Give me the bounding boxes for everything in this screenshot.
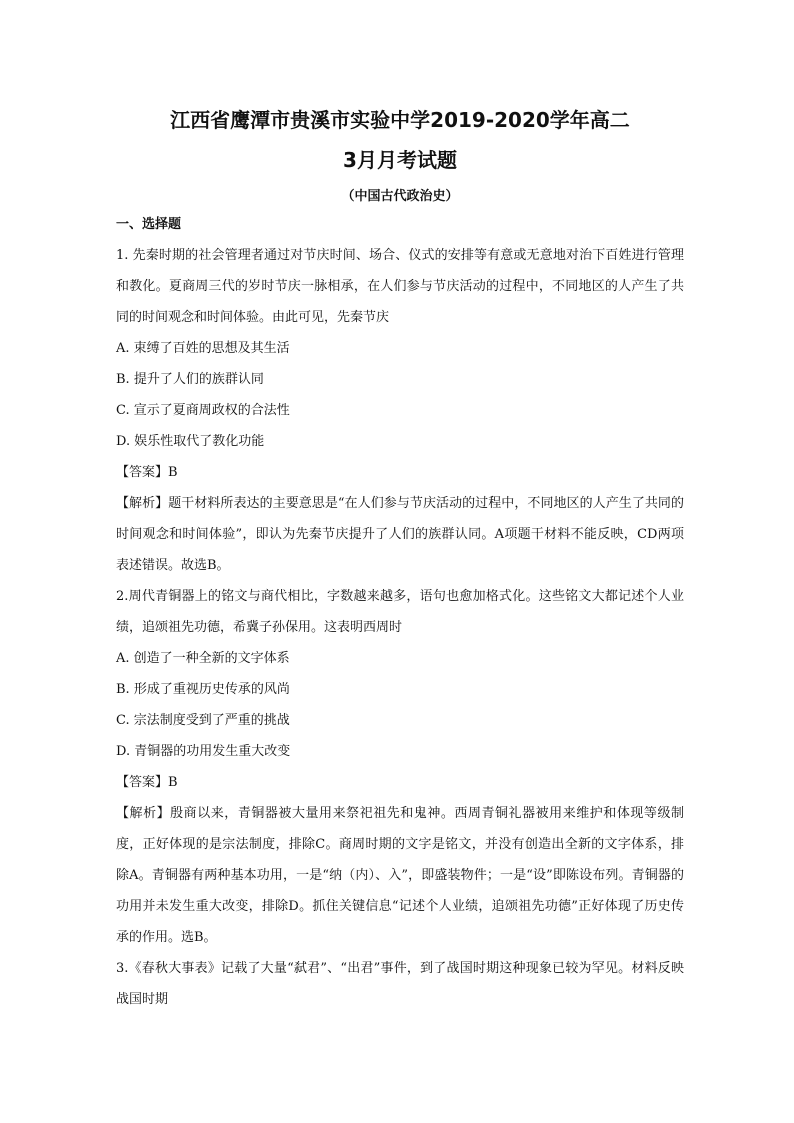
answer: 【答案】B bbox=[116, 465, 178, 480]
document-title-line2: 3月月考试题 bbox=[343, 148, 457, 172]
option-c: C. 宗法制度受到了严重的挑战 bbox=[116, 713, 290, 728]
answer: 【答案】B bbox=[116, 775, 178, 790]
analysis: 【解析】题干材料所表达的主要意思是“在人们参与节庆活动的过程中，不同地区的人产生了共同的时间观念和时间体验”，即认为先秦节庆提升了人们的族群认同。A项题干材料不能反映，CD两项表述错误。故选B。 bbox=[116, 496, 684, 573]
question-stem: 1. 先秦时期的社会管理者通过对节庆时间、场合、仪式的安排等有意或无意地对治下百姓进行管理和教化。夏商周三代的岁时节庆一脉相承，在人们参与节庆活动的过程中，不同地区的人产生了共同的时间观念和时间体验。由此可见，先秦节庆 bbox=[116, 248, 684, 325]
option-c: C. 宣示了夏商周政权的合法性 bbox=[116, 403, 290, 418]
question-1 bbox=[116, 240, 684, 581]
option-b: B. 提升了人们的族群认同 bbox=[116, 372, 264, 387]
question-stem: 3.《春秋大事表》记载了大量“弑君”、“出君”事件，到了战国时期这种现象已较为罕见。材料反映战国时期 bbox=[116, 961, 684, 1007]
section-heading: 一、选择题 bbox=[116, 217, 182, 232]
analysis: 【解析】殷商以来，青铜器被大量用来祭祀祖先和鬼神。西周青铜礼器被用来维护和体现等级制度，正好体现的是宗法制度，排除C。商周时期的文字是铭文，并没有创造出全新的文字体系，排除A。青铜器有两种基本功用，一是“纳（内）、入”，即盛装物件；一是“设”即陈设布列。青铜器的功用并未发生重大改变，排除D。抓住关键信息“记述个人业绩，追颂祖先功德”正好体现了历史传承的作用。选B。 bbox=[116, 806, 684, 945]
option-a: A. 创造了一种全新的文字体系 bbox=[116, 651, 290, 666]
question-stem: 2.周代青铜器上的铭文与商代相比，字数越来越多，语句也愈加格式化。这些铭文大都记述个人业绩，追颂祖先功德，希冀子孙保用。这表明西周时 bbox=[116, 589, 684, 635]
document-subtitle: （中国古代政治史） bbox=[341, 189, 459, 204]
option-a: A. 束缚了百姓的思想及其生活 bbox=[116, 341, 290, 356]
option-b: B. 形成了重视历史传承的风尚 bbox=[116, 682, 290, 697]
question-3 bbox=[116, 953, 684, 1015]
option-d: D. 娱乐性取代了教化功能 bbox=[116, 434, 265, 449]
document-title-line1: 江西省鹰潭市贵溪市实验中学2019-2020学年高二 bbox=[170, 108, 630, 132]
question-2 bbox=[116, 581, 684, 953]
option-d: D. 青铜器的功用发生重大改变 bbox=[116, 744, 291, 759]
